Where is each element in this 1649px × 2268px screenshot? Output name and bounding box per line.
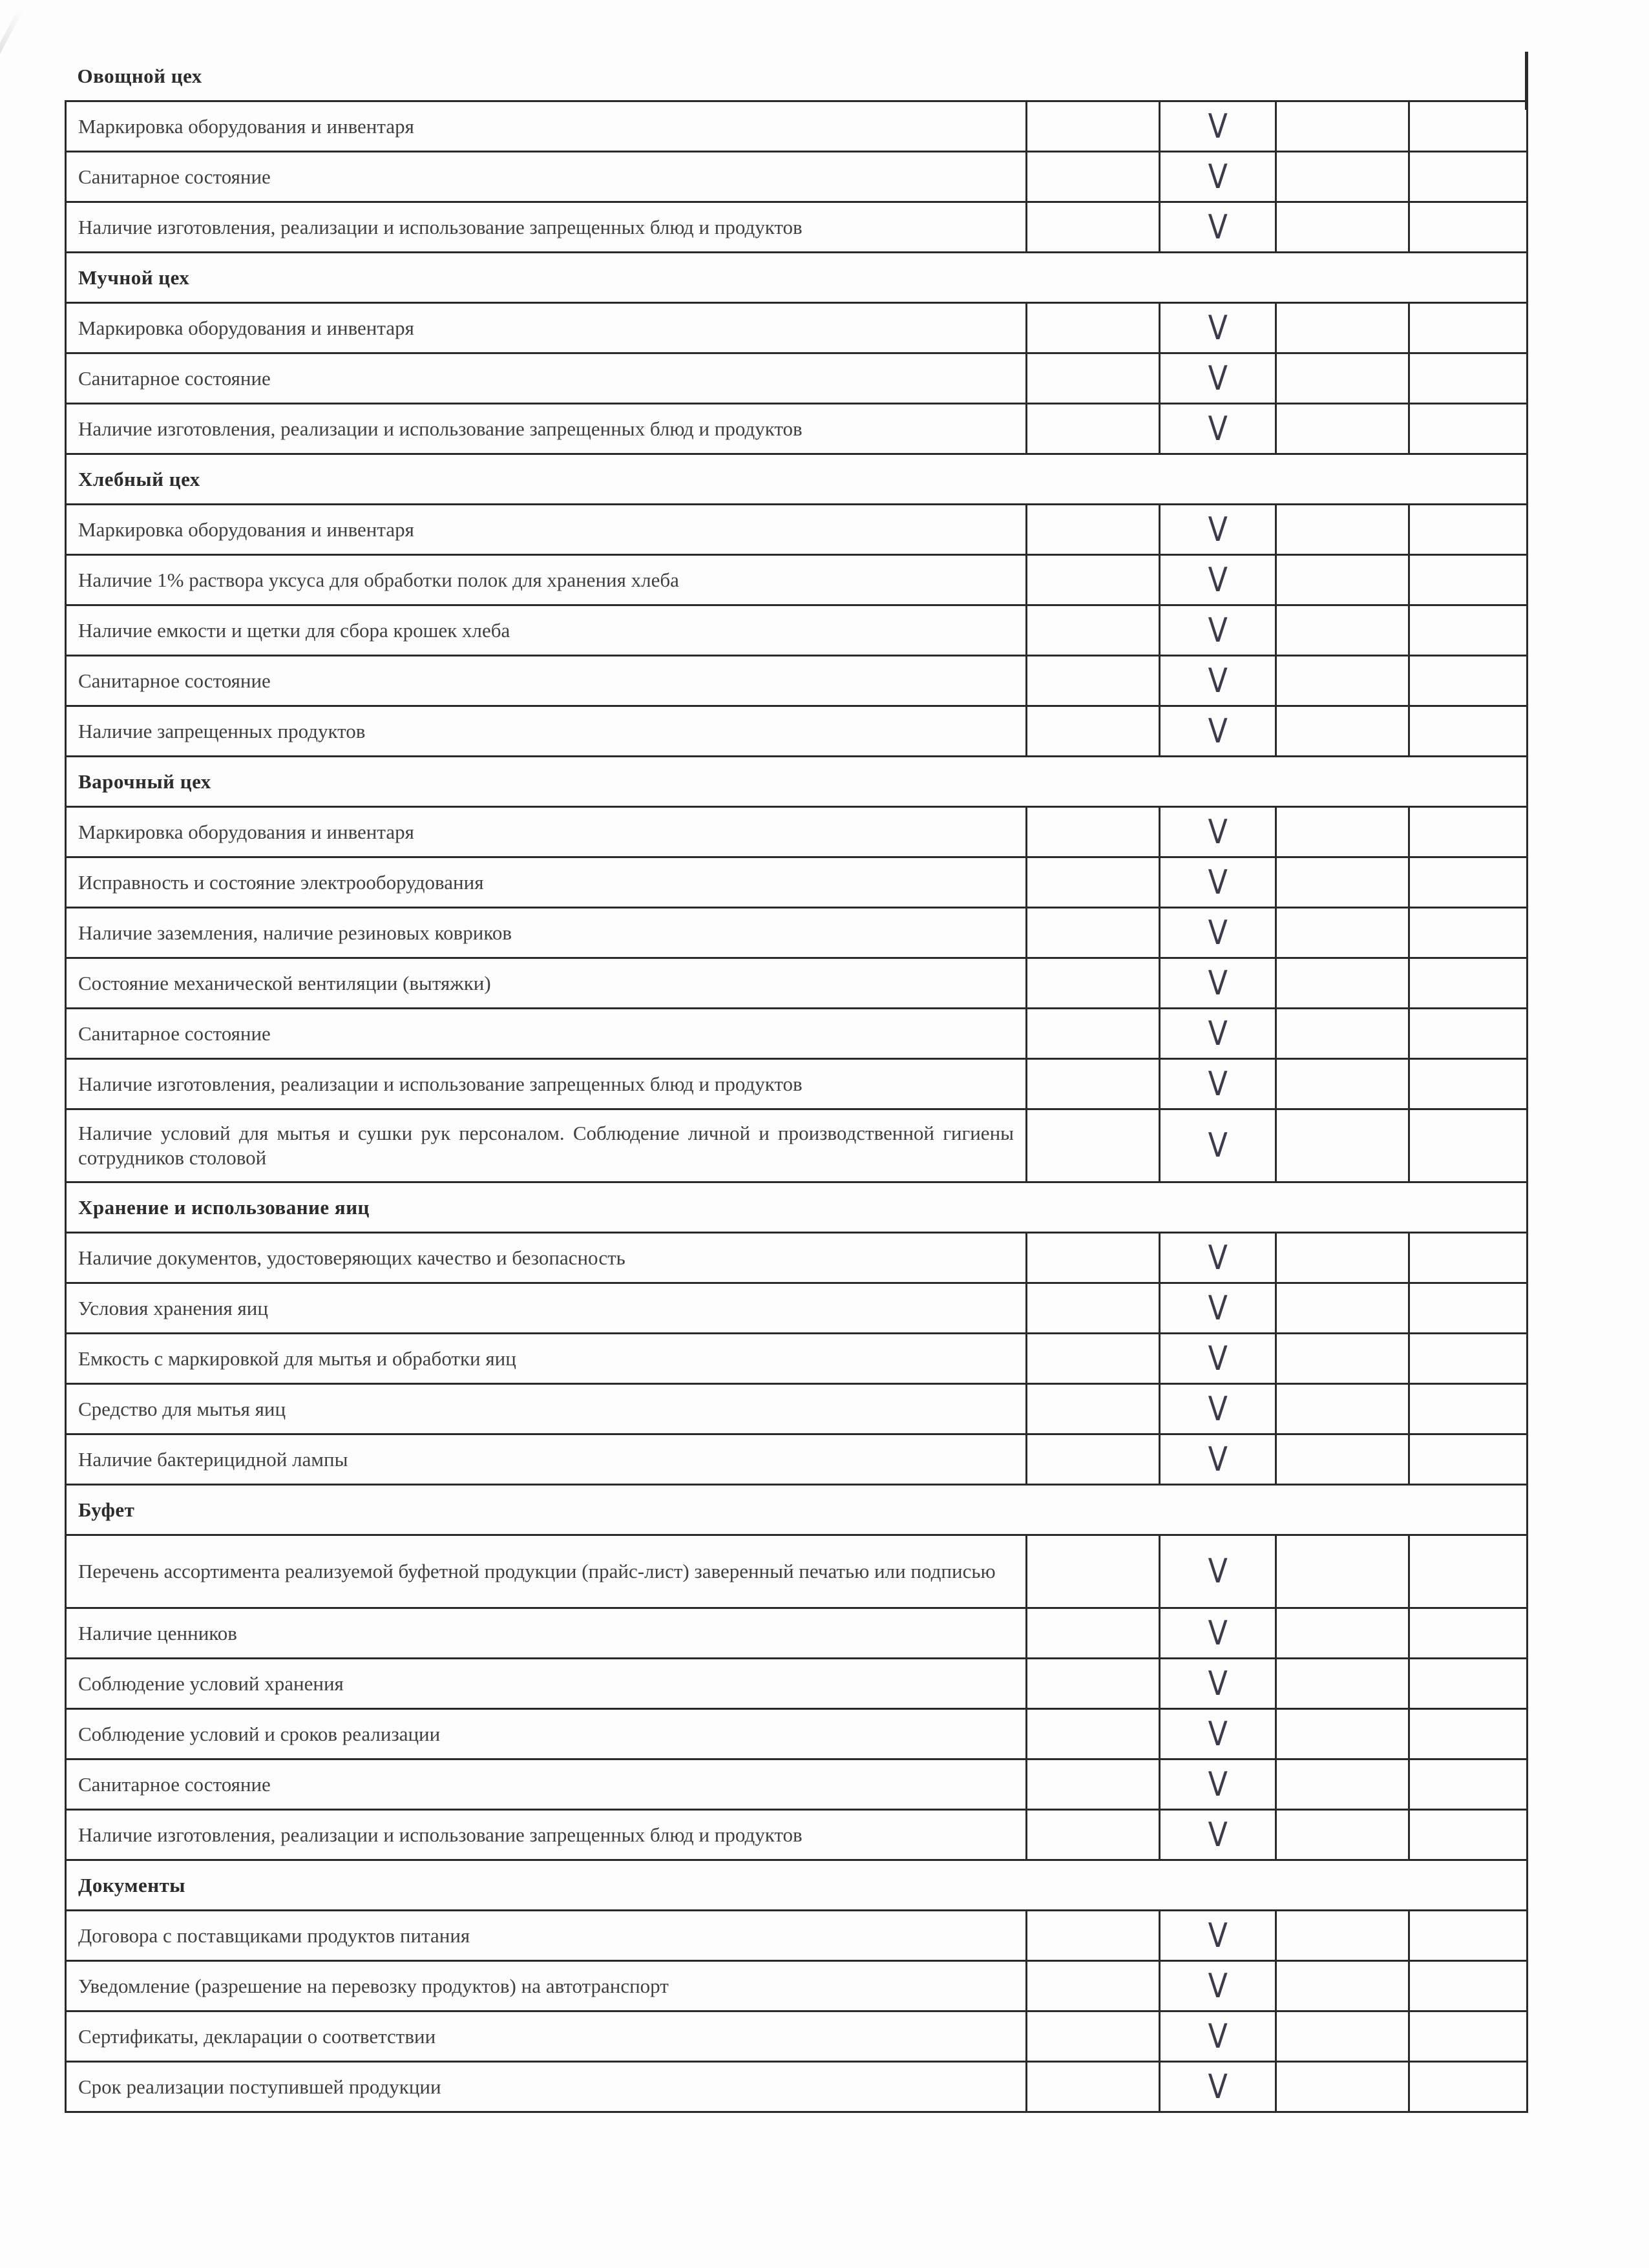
blank-cell-3	[1409, 656, 1528, 706]
checklist-item-text: Наличие заземления, наличие резиновых ковриков	[66, 908, 1027, 958]
blank-cell-3	[1409, 1009, 1528, 1059]
check-cell	[1160, 1810, 1276, 1860]
checklist-row	[66, 1283, 1528, 1334]
blank-cell-3	[1409, 1961, 1528, 2011]
blank-cell-3	[1409, 1384, 1528, 1434]
blank-cell-3	[1409, 807, 1528, 857]
blank-cell-3	[1409, 303, 1528, 353]
blank-cell-3	[1409, 2011, 1528, 2062]
checklist-row	[66, 1659, 1528, 1709]
scan-artifact-streak	[0, 6, 24, 203]
blank-cell-1	[1027, 101, 1160, 152]
check-cell	[1160, 202, 1276, 253]
blank-cell-1	[1027, 1709, 1160, 1759]
checklist-row	[66, 2062, 1528, 2112]
checklist-item-text: Состояние механической вентиляции (вытяжки)	[66, 958, 1027, 1009]
handwritten-checkmark-icon: V	[1208, 308, 1228, 348]
checklist-item-text: Условия хранения яиц	[66, 1283, 1027, 1334]
blank-cell-1	[1027, 505, 1160, 555]
checklist-item-text: Уведомление (разрешение на перевозку продуктов) на автотранспорт	[66, 1961, 1027, 2011]
checklist-row	[66, 202, 1528, 253]
check-cell	[1160, 1709, 1276, 1759]
checklist-row	[66, 706, 1528, 757]
check-cell	[1160, 2011, 1276, 2062]
check-cell	[1160, 1659, 1276, 1709]
handwritten-checkmark-icon: V	[1208, 1552, 1228, 1591]
section-title: Буфет	[66, 1485, 1528, 1535]
check-cell	[1160, 1535, 1276, 1608]
blank-cell-2	[1276, 1283, 1409, 1334]
blank-cell-3	[1409, 1911, 1528, 1961]
blank-cell-1	[1027, 404, 1160, 454]
blank-cell-3	[1409, 908, 1528, 958]
checklist-row	[66, 1334, 1528, 1384]
blank-cell-3	[1409, 1709, 1528, 1759]
blank-cell-2	[1276, 404, 1409, 454]
checklist-row	[66, 152, 1528, 202]
section-header-row	[66, 52, 1528, 101]
blank-cell-1	[1027, 706, 1160, 757]
checklist-item-text: Наличие условий для мытья и сушки рук персоналом. Соблюдение личной и производственной гигиены сотрудников столовой	[66, 1109, 1027, 1182]
handwritten-checkmark-icon: V	[1208, 1966, 1228, 2006]
checklist-item-text: Наличие изготовления, реализации и использование запрещенных блюд и продуктов	[66, 404, 1027, 454]
blank-cell-1	[1027, 1659, 1160, 1709]
blank-cell-2	[1276, 1109, 1409, 1182]
blank-cell-2	[1276, 1384, 1409, 1434]
blank-cell-2	[1276, 1810, 1409, 1860]
blank-cell-3	[1409, 1659, 1528, 1709]
section-title: Варочный цех	[66, 757, 1528, 807]
checklist-item-text: Наличие изготовления, реализации и использование запрещенных блюд и продуктов	[66, 202, 1027, 253]
checklist-row	[66, 1759, 1528, 1810]
blank-cell-3	[1409, 505, 1528, 555]
blank-cell-1	[1027, 1334, 1160, 1384]
checklist-row	[66, 303, 1528, 353]
check-cell	[1160, 1759, 1276, 1810]
checklist-row	[66, 605, 1528, 656]
checklist-item-text: Санитарное состояние	[66, 152, 1027, 202]
blank-cell-2	[1276, 958, 1409, 1009]
handwritten-checkmark-icon: V	[1208, 510, 1228, 549]
checklist-row	[66, 1911, 1528, 1961]
blank-cell-1	[1027, 2011, 1160, 2062]
handwritten-checkmark-icon: V	[1208, 1714, 1228, 1754]
handwritten-checkmark-icon: V	[1208, 1613, 1228, 1653]
blank-cell-2	[1276, 1059, 1409, 1109]
blank-cell-2	[1276, 1535, 1409, 1608]
blank-cell-3	[1409, 101, 1528, 152]
handwritten-checkmark-icon: V	[1208, 1815, 1228, 1854]
blank-cell-2	[1276, 706, 1409, 757]
check-cell	[1160, 908, 1276, 958]
blank-cell-2	[1276, 101, 1409, 152]
checklist-row	[66, 555, 1528, 605]
handwritten-checkmark-icon: V	[1208, 359, 1228, 398]
checklist-row	[66, 1434, 1528, 1485]
blank-cell-3	[1409, 1334, 1528, 1384]
handwritten-checkmark-icon: V	[1208, 107, 1228, 146]
checklist-item-text: Срок реализации поступившей продукции	[66, 2062, 1027, 2112]
checklist-item-text: Соблюдение условий хранения	[66, 1659, 1027, 1709]
checklist-item-text: Наличие запрещенных продуктов	[66, 706, 1027, 757]
check-cell	[1160, 807, 1276, 857]
blank-cell-3	[1409, 706, 1528, 757]
handwritten-checkmark-icon: V	[1208, 913, 1228, 952]
blank-cell-2	[1276, 555, 1409, 605]
checklist-row	[66, 958, 1528, 1009]
check-cell	[1160, 101, 1276, 152]
blank-cell-1	[1027, 1535, 1160, 1608]
checklist-row	[66, 505, 1528, 555]
blank-cell-2	[1276, 2011, 1409, 2062]
blank-cell-1	[1027, 857, 1160, 908]
section-title: Овощной цех	[66, 52, 1528, 101]
checklist-item-text: Наличие ценников	[66, 1608, 1027, 1659]
checklist-item-text: Средство для мытья яиц	[66, 1384, 1027, 1434]
blank-cell-3	[1409, 1608, 1528, 1659]
blank-cell-3	[1409, 202, 1528, 253]
blank-cell-1	[1027, 1109, 1160, 1182]
handwritten-checkmark-icon: V	[1208, 863, 1228, 902]
check-cell	[1160, 1283, 1276, 1334]
handwritten-checkmark-icon: V	[1208, 1064, 1228, 1104]
blank-cell-1	[1027, 303, 1160, 353]
check-cell	[1160, 1009, 1276, 1059]
blank-cell-2	[1276, 505, 1409, 555]
checklist-row	[66, 1961, 1528, 2011]
checklist-item-text: Емкость с маркировкой для мытья и обработки яиц	[66, 1334, 1027, 1384]
checklist-row	[66, 807, 1528, 857]
section-header-row	[66, 1860, 1528, 1911]
section-header-row	[66, 1182, 1528, 1233]
checklist-item-text: Наличие изготовления, реализации и использование запрещенных блюд и продуктов	[66, 1810, 1027, 1860]
handwritten-checkmark-icon: V	[1208, 560, 1228, 600]
handwritten-checkmark-icon: V	[1208, 2067, 1228, 2106]
blank-cell-2	[1276, 1709, 1409, 1759]
section-header-row	[66, 757, 1528, 807]
blank-cell-1	[1027, 555, 1160, 605]
inspection-checklist-table	[65, 52, 1528, 2113]
check-cell	[1160, 1434, 1276, 1485]
blank-cell-1	[1027, 656, 1160, 706]
checklist-item-text: Маркировка оборудования и инвентаря	[66, 505, 1027, 555]
blank-cell-1	[1027, 1059, 1160, 1109]
blank-cell-1	[1027, 152, 1160, 202]
checklist-row	[66, 353, 1528, 404]
blank-cell-1	[1027, 1434, 1160, 1485]
blank-cell-3	[1409, 152, 1528, 202]
blank-cell-3	[1409, 353, 1528, 404]
blank-cell-3	[1409, 404, 1528, 454]
blank-cell-2	[1276, 605, 1409, 656]
handwritten-checkmark-icon: V	[1208, 1916, 1228, 1955]
checklist-row	[66, 1608, 1528, 1659]
section-title: Документы	[66, 1860, 1528, 1911]
check-cell	[1160, 2062, 1276, 2112]
blank-cell-2	[1276, 353, 1409, 404]
section-header-row	[66, 253, 1528, 303]
section-header-row	[66, 454, 1528, 505]
blank-cell-3	[1409, 1434, 1528, 1485]
check-cell	[1160, 1911, 1276, 1961]
blank-cell-2	[1276, 2062, 1409, 2112]
checklist-item-text: Перечень ассортимента реализуемой буфетной продукции (прайс-лист) заверенный печатью или подписью	[66, 1535, 1027, 1608]
blank-cell-1	[1027, 1911, 1160, 1961]
blank-cell-3	[1409, 1059, 1528, 1109]
blank-cell-2	[1276, 1759, 1409, 1810]
check-cell	[1160, 555, 1276, 605]
checklist-row	[66, 1535, 1528, 1608]
blank-cell-1	[1027, 605, 1160, 656]
checklist-row	[66, 656, 1528, 706]
blank-cell-3	[1409, 555, 1528, 605]
checklist-row	[66, 857, 1528, 908]
checklist-row	[66, 908, 1528, 958]
blank-cell-2	[1276, 908, 1409, 958]
checklist-row	[66, 1109, 1528, 1182]
section-title: Мучной цех	[66, 253, 1528, 303]
checklist-item-text: Санитарное состояние	[66, 1759, 1027, 1810]
check-cell	[1160, 404, 1276, 454]
blank-cell-1	[1027, 908, 1160, 958]
check-cell	[1160, 353, 1276, 404]
check-cell	[1160, 1233, 1276, 1283]
blank-cell-3	[1409, 2062, 1528, 2112]
handwritten-checkmark-icon: V	[1208, 711, 1228, 751]
blank-cell-1	[1027, 958, 1160, 1009]
check-cell	[1160, 303, 1276, 353]
blank-cell-1	[1027, 1810, 1160, 1860]
checklist-item-text: Сертификаты, декларации о соответствии	[66, 2011, 1027, 2062]
handwritten-checkmark-icon: V	[1208, 207, 1228, 247]
handwritten-checkmark-icon: V	[1208, 1288, 1228, 1328]
checklist-item-text: Наличие бактерицидной лампы	[66, 1434, 1027, 1485]
blank-cell-1	[1027, 353, 1160, 404]
blank-cell-2	[1276, 1233, 1409, 1283]
handwritten-checkmark-icon: V	[1208, 611, 1228, 650]
section-title: Хранение и использование яиц	[66, 1182, 1528, 1233]
check-cell	[1160, 958, 1276, 1009]
blank-cell-2	[1276, 656, 1409, 706]
checklist-item-text: Наличие документов, удостоверяющих качество и безопасность	[66, 1233, 1027, 1283]
blank-cell-2	[1276, 1659, 1409, 1709]
checklist-item-text: Наличие изготовления, реализации и использование запрещенных блюд и продуктов	[66, 1059, 1027, 1109]
section-header-row	[66, 1485, 1528, 1535]
handwritten-checkmark-icon: V	[1208, 1339, 1228, 1378]
handwritten-checkmark-icon: V	[1208, 1765, 1228, 1804]
check-cell	[1160, 605, 1276, 656]
handwritten-checkmark-icon: V	[1208, 409, 1228, 448]
blank-cell-2	[1276, 1608, 1409, 1659]
blank-cell-3	[1409, 605, 1528, 656]
check-cell	[1160, 656, 1276, 706]
blank-cell-3	[1409, 857, 1528, 908]
handwritten-checkmark-icon: V	[1208, 1238, 1228, 1277]
handwritten-checkmark-icon: V	[1208, 963, 1228, 1003]
checklist-row	[66, 1810, 1528, 1860]
checklist-item-text: Маркировка оборудования и инвентаря	[66, 101, 1027, 152]
checklist-item-text: Договора с поставщиками продуктов питания	[66, 1911, 1027, 1961]
checklist-item-text: Санитарное состояние	[66, 656, 1027, 706]
check-cell	[1160, 1109, 1276, 1182]
blank-cell-1	[1027, 202, 1160, 253]
checklist-row	[66, 1009, 1528, 1059]
blank-cell-1	[1027, 807, 1160, 857]
blank-cell-3	[1409, 1233, 1528, 1283]
handwritten-checkmark-icon: V	[1208, 812, 1228, 852]
blank-cell-3	[1409, 1283, 1528, 1334]
handwritten-checkmark-icon: V	[1208, 1014, 1228, 1053]
handwritten-checkmark-icon: V	[1208, 157, 1228, 196]
checklist-row	[66, 1233, 1528, 1283]
checklist-item-text: Санитарное состояние	[66, 353, 1027, 404]
check-cell	[1160, 1334, 1276, 1384]
blank-cell-2	[1276, 202, 1409, 253]
checklist-row	[66, 1709, 1528, 1759]
blank-cell-3	[1409, 1535, 1528, 1608]
check-cell	[1160, 706, 1276, 757]
blank-cell-1	[1027, 1233, 1160, 1283]
handwritten-checkmark-icon: V	[1208, 1664, 1228, 1703]
check-cell	[1160, 1961, 1276, 2011]
check-cell	[1160, 1384, 1276, 1434]
checklist-row	[66, 101, 1528, 152]
checklist-table-wrapper	[65, 52, 1526, 2113]
handwritten-checkmark-icon: V	[1208, 661, 1228, 700]
checklist-item-text: Наличие емкости и щетки для сбора крошек хлеба	[66, 605, 1027, 656]
checklist-item-text: Наличие 1% раствора уксуса для обработки полок для хранения хлеба	[66, 555, 1027, 605]
blank-cell-2	[1276, 303, 1409, 353]
blank-cell-2	[1276, 1334, 1409, 1384]
check-cell	[1160, 1608, 1276, 1659]
blank-cell-3	[1409, 958, 1528, 1009]
checklist-row	[66, 1059, 1528, 1109]
checklist-body	[66, 52, 1528, 2112]
handwritten-checkmark-icon: V	[1208, 1126, 1228, 1165]
checklist-item-text: Маркировка оборудования и инвентаря	[66, 807, 1027, 857]
blank-cell-2	[1276, 1009, 1409, 1059]
checklist-item-text: Соблюдение условий и сроков реализации	[66, 1709, 1027, 1759]
blank-cell-2	[1276, 1434, 1409, 1485]
blank-cell-1	[1027, 2062, 1160, 2112]
blank-cell-1	[1027, 1009, 1160, 1059]
checklist-item-text: Санитарное состояние	[66, 1009, 1027, 1059]
checklist-item-text: Исправность и состояние электрооборудования	[66, 857, 1027, 908]
blank-cell-3	[1409, 1759, 1528, 1810]
checklist-row	[66, 404, 1528, 454]
blank-cell-3	[1409, 1810, 1528, 1860]
checklist-row	[66, 1384, 1528, 1434]
check-cell	[1160, 1059, 1276, 1109]
handwritten-checkmark-icon: V	[1208, 2017, 1228, 2056]
check-cell	[1160, 152, 1276, 202]
check-cell	[1160, 505, 1276, 555]
handwritten-checkmark-icon: V	[1208, 1440, 1228, 1479]
blank-cell-1	[1027, 1384, 1160, 1434]
checklist-item-text: Маркировка оборудования и инвентаря	[66, 303, 1027, 353]
blank-cell-1	[1027, 1759, 1160, 1810]
section-title: Хлебный цех	[66, 454, 1528, 505]
blank-cell-1	[1027, 1608, 1160, 1659]
blank-cell-1	[1027, 1961, 1160, 2011]
blank-cell-2	[1276, 1911, 1409, 1961]
checklist-row	[66, 2011, 1528, 2062]
blank-cell-2	[1276, 1961, 1409, 2011]
check-cell	[1160, 857, 1276, 908]
blank-cell-2	[1276, 857, 1409, 908]
blank-cell-3	[1409, 1109, 1528, 1182]
blank-cell-2	[1276, 152, 1409, 202]
blank-cell-2	[1276, 807, 1409, 857]
handwritten-checkmark-icon: V	[1208, 1389, 1228, 1429]
blank-cell-1	[1027, 1283, 1160, 1334]
